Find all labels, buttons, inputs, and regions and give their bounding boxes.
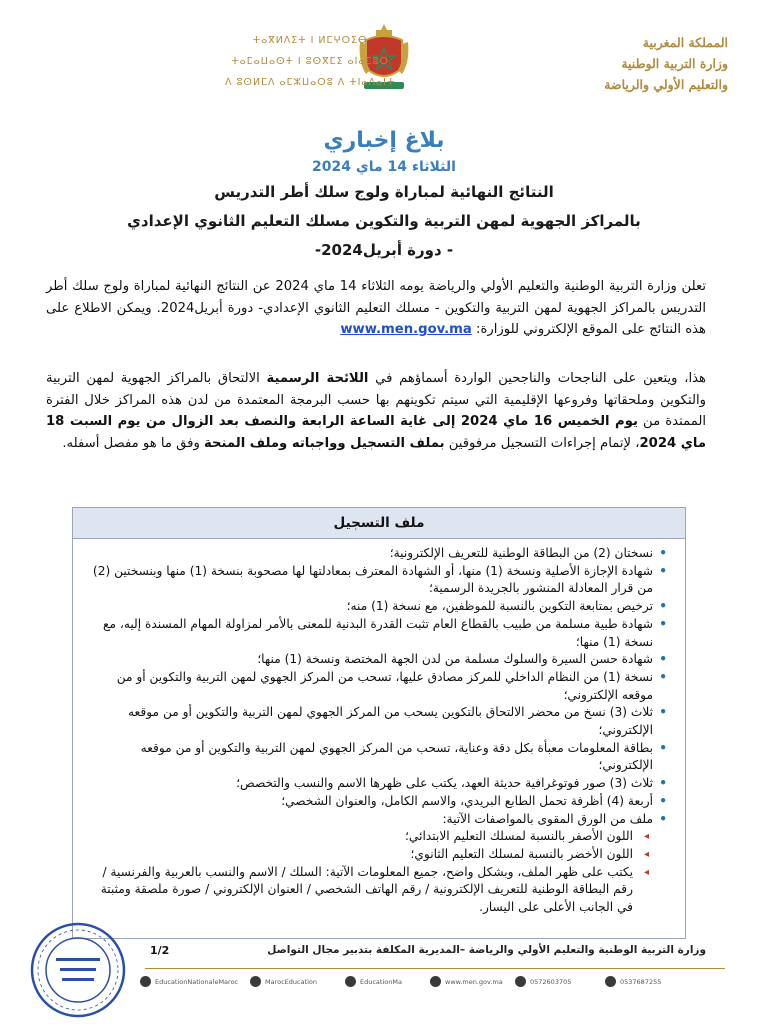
- instructions-text-c: الالتحاق بالمراكز الجهوية لمهن التربية والتكوين وملحقاتها وفروعها الإقليمية التي سيتم تكوينهم بها حسب البرمجة المعتمدة من لدن هذه المراكز خلال الفترة الممتدة من: [46, 371, 706, 429]
- list-item: • ترخيص بمتابعة التكوين بالنسبة للموظفين، مع نسخة (1) منه؛: [83, 598, 667, 616]
- announcement-date: الثلاثاء 14 ماي 2024: [312, 159, 456, 175]
- page-number: 1/2: [150, 944, 170, 957]
- registration-period: يوم الخميس 16 ماي 2024 إلى غاية الساعة الرابعة والنصف بعد الزوال من يوم السبت 18 ماي 2024: [46, 414, 706, 451]
- list-item: • شهادة الإجازة الأصلية ونسخة (1) منها، أو الشهادة المعترف بمعادلتها لها مصحوبة بنسخة (1) منها وبنسختين (2) من قرار المعادلة المنشور بالجريدة الرسمية؛: [83, 563, 667, 598]
- instructions-text-a: هذا، ويتعين على الناجحات والناجحين الواردة أسماؤهم في: [368, 371, 706, 386]
- globe-icon: [430, 976, 441, 987]
- subject-line-1: النتائج النهائية لمباراة ولوج سلك أطر التدريس: [214, 183, 554, 201]
- intro-text: تعلن وزارة التربية الوطنية والتعليم الأولي والرياضة يومه الثلاثاء 14 ماي 2024 عن النتائج النهائية لمباراة ولوج سلك أطر التدريس بالمراكز الجهوية لمهن التربية والتكوين - مسلك التعليم الثانوي الإعدادي- دورة أبريل2024. ويمكن الاطلاع على هذه النتائج على الموقع الإلكتروني للوزارة:: [46, 279, 706, 337]
- kingdom-line: المملكة المغربية: [642, 35, 728, 50]
- subject-line-2: بالمراكز الجهوية لمهن التربية والتكوين مسلك التعليم الثانوي الإعدادي: [127, 212, 641, 230]
- intro-paragraph: [46, 276, 706, 341]
- registration-file-box: [72, 507, 686, 939]
- footer-divider: [145, 968, 725, 969]
- announcement-title: بلاغ إخباري: [323, 128, 445, 153]
- tifinagh-line-1: ⵜⴰⴳⵍⴷⵉⵜ ⵏ ⵍⵎⵖⵔⵉⴱ: [252, 35, 368, 46]
- facebook-icon: [140, 976, 151, 987]
- instagram-icon: [345, 976, 356, 987]
- announcement-title-block: [0, 126, 768, 265]
- list-item: • ثلاث (3) صور فوتوغرافية حديثة العهد، يكتب على ظهرها الاسم والنسب والتخصص؛: [83, 775, 667, 793]
- fax-icon: [605, 976, 616, 987]
- subject-line-3: - دورة أبريل2024-: [314, 241, 454, 259]
- ministry-line-1: وزارة التربية الوطنية: [621, 56, 728, 71]
- twitter-contact[interactable]: MarocEducation: [250, 976, 317, 987]
- registration-file-heading: ملف التسجيل: [73, 508, 685, 539]
- ministry-name-arabic: [604, 32, 728, 95]
- instructions-text-e: ، لإتمام إجراءات التسجيل مرفوقين: [444, 435, 640, 451]
- ministry-line-2: والتعليم الأولي والرياضة: [604, 77, 728, 92]
- list-item: • نسخة (1) من النظام الداخلي للمركز مصادق عليها، تسحب من المركز الجهوي لمهن التربية والتكوين أو من موقعه الإلكتروني؛: [83, 669, 667, 704]
- instagram-contact[interactable]: EducationMa: [345, 976, 402, 987]
- phone-contact-1: 0572603705: [515, 976, 571, 987]
- list-item: • بطاقة المعلومات معبأة بكل دقة وعناية، تسحب من المركز الجهوي لمهن التربية والتكوين أو من موقعه الإلكتروني؛: [83, 740, 667, 775]
- official-stamp-icon: [22, 918, 134, 1022]
- sub-list-item: ◂ يكتب على ظهر الملف، وبشكل واضح، جميع المعلومات الآتية: السلك / الاسم والنسب بالعربية والفرنسية / رقم البطاقة الوطنية للتعريف الإلكترونية / رقم الهاتف الشخصي / العنوان الإلكتروني / صورة ملصقة ومثبتة في الجانب الأعلى على اليسار.: [83, 864, 667, 917]
- contact-bar: [130, 976, 730, 992]
- website-contact[interactable]: www.men.gov.ma: [430, 976, 503, 987]
- list-item: • ثلاث (3) نسخ من محضر الالتحاق بالتكوين يسحب من المركز الجهوي لمهن التربية والتكوين أو من موقعه الإلكتروني؛: [83, 704, 667, 739]
- list-item: • أربعة (4) أظرفة تحمل الطابع البريدي، والاسم الكامل، والعنوان الشخصي؛: [83, 793, 667, 811]
- letterhead: [0, 0, 768, 110]
- list-item: • شهادة طبية مسلمة من طبيب بالقطاع العام تثبت القدرة البدنية للمعنى بالأمر لمزاولة المهام المسندة إليه، مع نسخة (1) منها؛: [83, 616, 667, 651]
- ministry-name-tifinagh: [225, 30, 395, 93]
- registration-file-label: بملف التسجيل وواجباته وملف المنحة: [204, 435, 445, 451]
- twitter-icon: [250, 976, 261, 987]
- tifinagh-line-3: ⴷ ⵓⵙⵍⵎⴷ ⴰⵎⵣⵡⴰⵔⵓ ⴷ ⵜⵏⴰⴷⴰⵏⵜ: [225, 77, 396, 88]
- ministry-website-link[interactable]: www.men.gov.ma: [340, 322, 472, 337]
- official-list-label: اللائحة الرسمية: [266, 371, 369, 386]
- facebook-contact[interactable]: EducationNationaleMaroc: [140, 976, 238, 987]
- list-item: • شهادة حسن السيرة والسلوك مسلمة من لدن الجهة المختصة ونسخة (1) منها؛: [83, 651, 667, 669]
- sub-list-item: ◂ اللون الأخضر بالنسبة لمسلك التعليم الثانوي؛: [83, 846, 667, 864]
- list-item: • ملف من الورق المقوى بالمواصفات الآتية:: [83, 811, 667, 829]
- phone-contact-2: 0537687255: [605, 976, 661, 987]
- phone-icon: [515, 976, 526, 987]
- registration-requirements-list: [73, 545, 685, 917]
- list-item: • نسختان (2) من البطاقة الوطنية للتعريف الإلكترونية؛: [83, 545, 667, 563]
- footer-text: وزارة التربية الوطنية والتعليم الأولي والرياضة –المديرية المكلفة بتدبير مجال التواصل: [267, 944, 706, 956]
- instructions-text-g: وفق ما هو مفصل أسفله.: [62, 435, 205, 451]
- instructions-paragraph: [46, 368, 706, 454]
- sub-list-item: ◂ اللون الأصفر بالنسبة لمسلك التعليم الابتدائي؛: [83, 828, 667, 846]
- tifinagh-line-2: ⵜⴰⵎⴰⵡⴰⵙⵜ ⵏ ⵓⵙⴳⵎⵉ ⴰⵏⴰⵎⵓⵔ: [231, 56, 389, 67]
